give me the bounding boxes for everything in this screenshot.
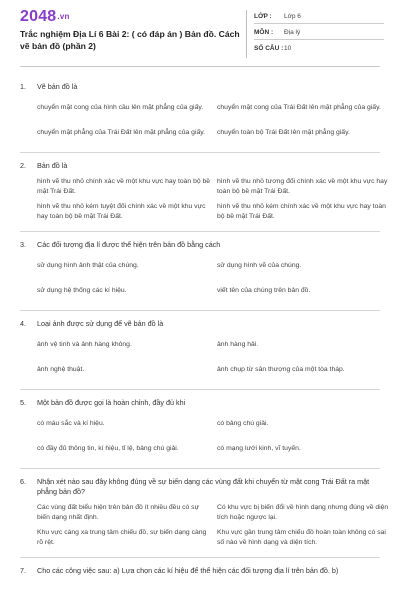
question-number: 1. bbox=[20, 82, 26, 91]
question-number: 4. bbox=[20, 319, 26, 328]
question-text: Các đối tượng địa lí được thể hiện trên bản đồ bằng cách bbox=[37, 240, 221, 249]
question-text: Loại ảnh được sử dụng để vẽ bản đồ là bbox=[37, 319, 164, 328]
question-item bbox=[20, 232, 380, 311]
header-separator bbox=[20, 66, 380, 67]
answer-options bbox=[20, 98, 380, 143]
question-header bbox=[20, 161, 380, 171]
meta-key: MÔN : bbox=[254, 29, 274, 36]
answer-options bbox=[20, 177, 388, 222]
answer-option[interactable]: hình vẽ thu nhỏ tương đối chính xác về một khu vực hay toàn bộ bề mặt Trái Đất. bbox=[217, 178, 388, 195]
question-text: Một bản đồ được gọi là hoàn chỉnh, đầy đủ khi bbox=[37, 398, 186, 407]
question-item bbox=[20, 74, 380, 153]
question-header bbox=[20, 240, 380, 250]
meta-subject bbox=[254, 28, 384, 42]
question-header bbox=[20, 398, 380, 408]
question-header bbox=[20, 566, 380, 576]
question-number: 6. bbox=[20, 477, 26, 486]
page-header bbox=[0, 0, 400, 66]
meta-value: Địa lý bbox=[284, 29, 301, 36]
answer-option[interactable]: Khu vực gần trung tâm chiếu đồ hoàn toàn không có sai số nào về hình dạng và diện tích. bbox=[217, 529, 386, 546]
answer-option[interactable]: sử dụng hệ thống các kí hiệu. bbox=[37, 287, 127, 295]
answer-option[interactable]: viết tên của chúng trên bản đồ. bbox=[217, 287, 311, 295]
question-text: Vẽ bản đồ là bbox=[37, 82, 78, 91]
question-text: Bản đồ là bbox=[37, 161, 68, 170]
page-title: Trắc nghiệm Địa Lí 6 Bài 2: ( có đáp án ) Bản đồ. Cách vẽ bản đồ (phần 2) bbox=[20, 29, 240, 51]
site-logo[interactable] bbox=[20, 8, 70, 26]
meta-key: LỚP : bbox=[254, 13, 272, 20]
question-header bbox=[20, 82, 380, 92]
header-divider bbox=[246, 10, 247, 58]
question-item bbox=[20, 390, 380, 469]
answer-options bbox=[20, 256, 380, 301]
answer-options bbox=[20, 335, 380, 380]
answer-option[interactable]: có màu sắc và kí hiệu. bbox=[37, 420, 105, 428]
question-number: 2. bbox=[20, 161, 26, 170]
answer-option[interactable]: sử dụng hình ảnh thật của chúng. bbox=[37, 262, 139, 270]
question-text: Cho các công việc sau: a) Lựa chọn các kí hiệu để thể hiện các đối tượng địa lí trên bản đồ. b) bbox=[37, 566, 339, 575]
brand-name: 2048 bbox=[20, 8, 57, 25]
answer-option[interactable]: chuyển mặt cong của hình cầu lên mặt phẳng của giấy. bbox=[37, 104, 204, 112]
question-item bbox=[20, 558, 380, 591]
answer-option[interactable]: chuyển toàn bộ Trái Đất lên mặt phẳng giấy. bbox=[217, 129, 350, 137]
meta-question-count bbox=[254, 44, 384, 58]
question-item bbox=[20, 311, 380, 390]
question-header bbox=[20, 319, 380, 329]
question-number: 5. bbox=[20, 398, 26, 407]
question-number: 7. bbox=[20, 566, 26, 575]
question-number: 3. bbox=[20, 240, 26, 249]
answer-option[interactable]: Có khu vực bị biến đổi về hình dạng nhưng đúng về diện tích hoặc ngược lại. bbox=[217, 504, 389, 521]
question-item bbox=[20, 469, 389, 558]
answer-option[interactable]: có bảng chú giải. bbox=[217, 420, 269, 428]
answer-option[interactable]: hình vẽ thu nhỏ kém chính xác về một khu vực hay toàn bộ bề mặt Trái Đất. bbox=[217, 203, 386, 220]
meta-class bbox=[254, 12, 384, 26]
answer-option[interactable]: có đầy đủ thông tin, kí hiệu, tỉ lệ, bảng chú giải. bbox=[37, 445, 179, 453]
answer-option[interactable]: Các vùng đất biểu hiện trên bản đồ ít nhiều đều có sự biến dạng nhất định. bbox=[37, 504, 200, 521]
answer-options bbox=[20, 503, 389, 548]
answer-option[interactable]: chuyển mặt phẳng của Trái Đất lên mặt phẳng của giấy. bbox=[37, 129, 206, 137]
answer-option[interactable]: sử dụng hình vẽ của chúng. bbox=[217, 262, 302, 270]
answer-option[interactable]: hình vẽ thu nhỏ chính xác về một khu vực hay toàn bộ bề mặt Trái Đất. bbox=[37, 178, 211, 195]
answer-option[interactable]: ảnh nghệ thuật. bbox=[37, 366, 85, 374]
answer-option[interactable]: ảnh hàng hải. bbox=[217, 341, 259, 349]
question-header bbox=[20, 477, 380, 497]
meta-value: Lớp 6 bbox=[284, 13, 301, 20]
question-list bbox=[0, 74, 400, 591]
answer-option[interactable]: ảnh chụp từ sân thượng của một tòa tháp. bbox=[217, 366, 345, 374]
answer-option[interactable]: chuyển mặt cong của Trái Đất lên mặt phẳng của giấy. bbox=[217, 104, 381, 112]
answer-option[interactable]: có mạng lưới kinh, vĩ tuyến. bbox=[217, 445, 301, 453]
brand-suffix: .vn bbox=[57, 12, 70, 22]
answer-option[interactable]: ảnh vệ tinh và ảnh hàng không. bbox=[37, 341, 132, 349]
answer-option[interactable]: Khu vực càng xa trung tâm chiếu đồ, sự biến dạng càng rõ rệt. bbox=[37, 529, 207, 546]
answer-option[interactable]: hình vẽ thu nhỏ kém tuyệt đối chính xác về một khu vực hay toàn bộ bề mặt Trái Đất. bbox=[37, 203, 206, 220]
meta-value: 10 bbox=[284, 45, 292, 52]
meta-key: SỐ CÂU : bbox=[254, 45, 284, 52]
answer-options bbox=[20, 414, 380, 459]
question-item bbox=[20, 153, 388, 232]
question-text: Nhận xét nào sau đây không đúng về sự biến dạng các vùng đất khi chuyển từ mặt cong Trái Đất ra mặt phẳng bản đồ? bbox=[37, 477, 370, 496]
